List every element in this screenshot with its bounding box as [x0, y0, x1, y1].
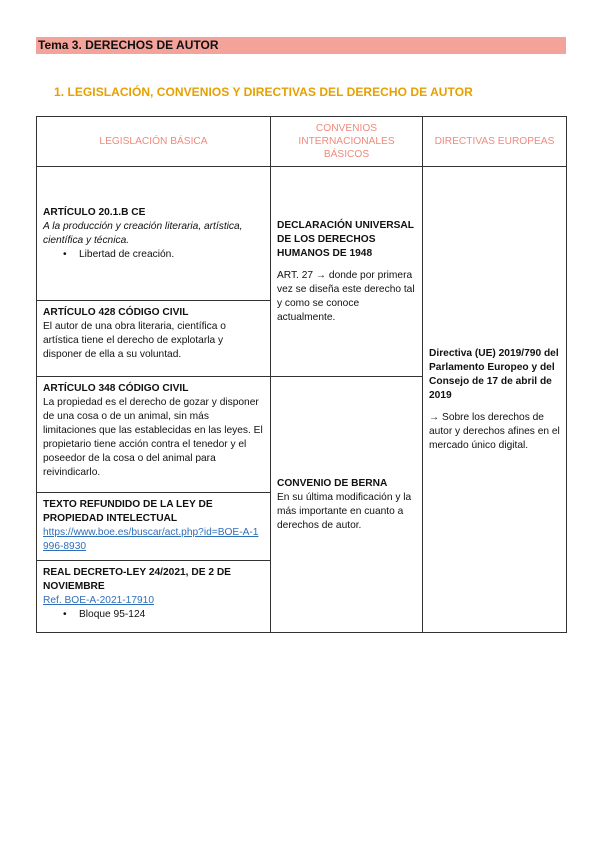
header-convenios	[271, 117, 423, 167]
boe-2021-link[interactable]: Ref. BOE-A-2021-17910	[43, 595, 154, 606]
spacer	[429, 403, 560, 411]
header-directivas: DIRECTIVAS EUROPEAS	[423, 117, 567, 167]
real-decreto-title: REAL DECRETO-LEY 24/2021, DE 2 DE NOVIEMBRE	[43, 567, 231, 592]
header-legislacion: LEGISLACIÓN BÁSICA	[37, 117, 271, 167]
directiva-title: Directiva (UE) 2019/790 del Parlamento Europeo y del Consejo de 17 de abril de 2019	[429, 347, 559, 401]
declaracion-title: DECLARACIÓN UNIVERSAL DE LOS DERECHOS HUMANOS DE 1948	[277, 219, 414, 259]
convenios-cell-berna	[271, 377, 423, 633]
boe-1996-link[interactable]: https://www.boe.es/buscar/act.php?id=BOE-A-1996-8930	[43, 527, 259, 552]
legislacion-cell-real-decreto	[37, 561, 271, 633]
real-decreto-bullet-list	[43, 608, 264, 622]
legislacion-cell-art428	[37, 301, 271, 377]
spacer	[277, 261, 416, 269]
art20-bullet-item: • Libertad de creación.	[43, 248, 264, 262]
legislacion-cell-texto-refundido	[37, 493, 271, 561]
directivas-cell	[423, 167, 567, 633]
art428-title: ARTÍCULO 428 CÓDIGO CIVIL	[43, 307, 189, 318]
convenios-cell-declaracion	[271, 167, 423, 377]
header-convenios-line2: INTERNACIONALES BÁSICOS	[298, 136, 395, 160]
art348-title: ARTÍCULO 348 CÓDIGO CIVIL	[43, 383, 189, 394]
topic-title: Tema 3. DERECHOS DE AUTOR	[38, 38, 219, 52]
header-convenios-line1: CONVENIOS	[315, 123, 378, 134]
table-header-row	[37, 117, 567, 167]
table-row	[37, 167, 567, 301]
art348-text: La propiedad es el derecho de gozar y disponer de una cosa o de un animal, sin más limitaciones que las establecidas en las leyes. El propietario tiene acción contra el tenedor y el poseedor de la cosa o del animal para reivindicarlo.	[43, 397, 263, 478]
art20-bullet-list	[43, 248, 264, 262]
art428-text: El autor de una obra literaria, científica o artística tiene el derecho de explotarla y disponer de ella a su voluntad.	[43, 321, 226, 360]
declaracion-text: ART. 27 → donde por primera vez se diseña este derecho tal y como se conoce actualmente.	[277, 269, 415, 323]
real-decreto-bullet-item: • Bloque 95-124	[43, 608, 264, 622]
legislacion-cell-art348	[37, 377, 271, 493]
section-heading: 1. LEGISLACIÓN, CONVENIOS Y DIRECTIVAS DEL DERECHO DE AUTOR	[54, 85, 473, 99]
berna-title: CONVENIO DE BERNA	[277, 477, 388, 489]
berna-text: En su última modificación y la más importante en cuanto a derechos de autor.	[277, 491, 412, 531]
texto-refundido-title: TEXTO REFUNDIDO DE LA LEY DE PROPIEDAD INTELECTUAL	[43, 499, 213, 524]
directiva-text: → Sobre los derechos de autor y derechos afines en el mercado único digital.	[429, 411, 560, 451]
legislacion-cell-art20	[37, 167, 271, 301]
art20-italic-text: A la producción y creación literaria, artística, científica y técnica.	[43, 220, 243, 246]
legislation-table	[36, 116, 567, 633]
art20-title: ARTÍCULO 20.1.B CE	[43, 206, 146, 218]
